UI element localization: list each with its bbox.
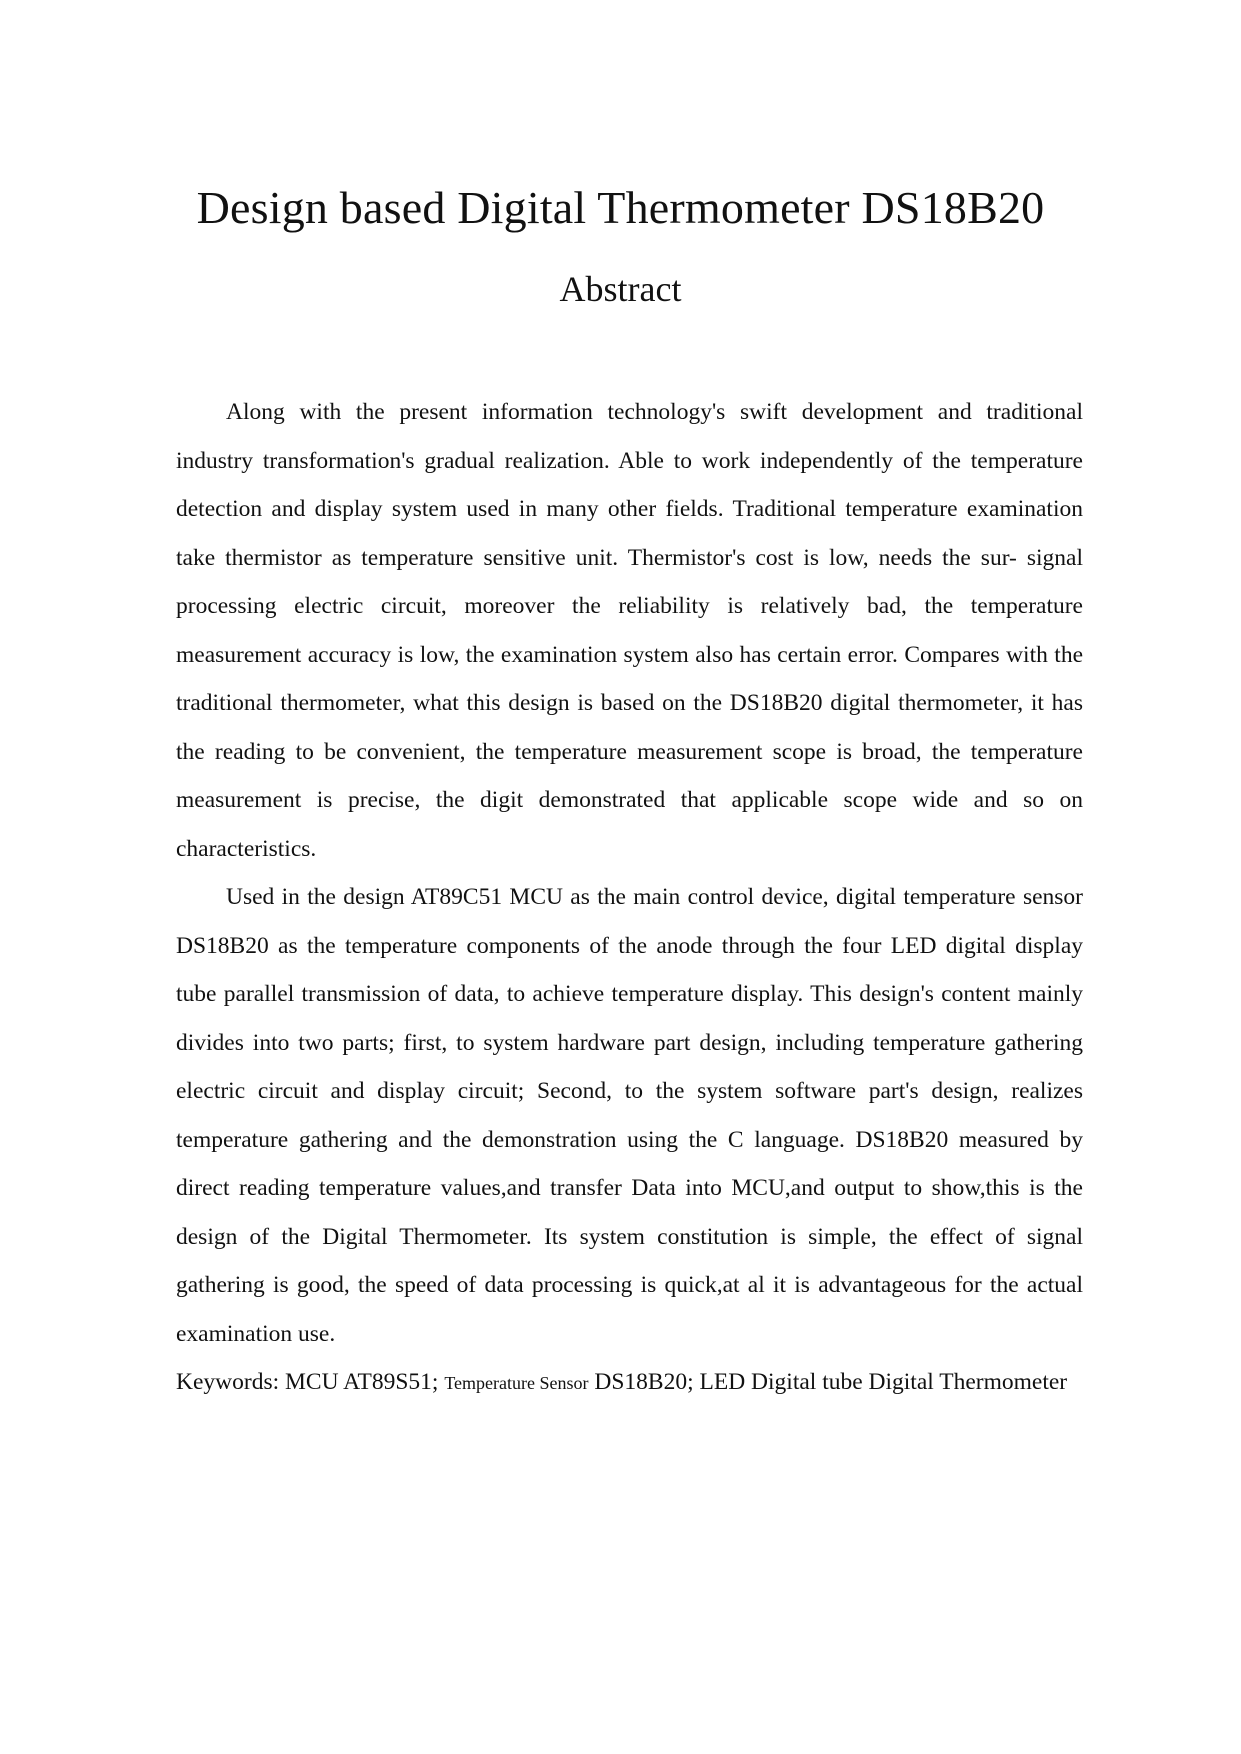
abstract-paragraph-2: Used in the design AT89C51 MCU as the main control device, digital temperature sensor DS18B20 as the temperature components of the anode through the four LED digital display tube parallel transmission of data, to achieve temperature display. This design's content mainly divides into two parts; first, to system hardware part design, including temperature gathering electric circuit and display circuit; Second, to the system software part's design, realizes temperature gathering and the demonstration using the C language. DS18B20 measured by direct reading temperature values,and transfer Data into MCU,and output to show,this is the design of the Digital Thermometer. Its system constitution is simple, the effect of signal gathering is good, the speed of data processing is quick,at al it is advantageous for the actual examination use. [176, 884, 1083, 1347]
keywords-line [176, 1358, 1083, 1408]
abstract-body [176, 388, 1083, 1408]
keywords-part-1: Keywords: MCU AT89S51; [176, 1369, 445, 1395]
keywords-part-2: Temperature Sensor [444, 1373, 589, 1393]
abstract-heading: Abstract [559, 269, 682, 309]
keywords-part-3: DS18B20; LED Digital tube Digital Thermometer [588, 1369, 1068, 1395]
abstract-paragraph-1: Along with the present information technology's swift development and traditional industry transformation's gradual realization. Able to work independently of the temperature detection and display system used in many other fields. Traditional temperature examination take thermistor as temperature sensitive unit. Thermistor's cost is low, needs the sur- signal processing electric circuit, moreover the reliability is relatively bad, the temperature measurement accuracy is low, the examination system also has certain error. Compares with the traditional thermometer, what this design is based on the DS18B20 digital thermometer, it has the reading to be convenient, the temperature measurement scope is broad, the temperature measurement is precise, the digit demonstrated that applicable scope wide and so on characteristics. [176, 399, 1083, 862]
document-title: Design based Digital Thermometer DS18B20 [196, 182, 1045, 233]
